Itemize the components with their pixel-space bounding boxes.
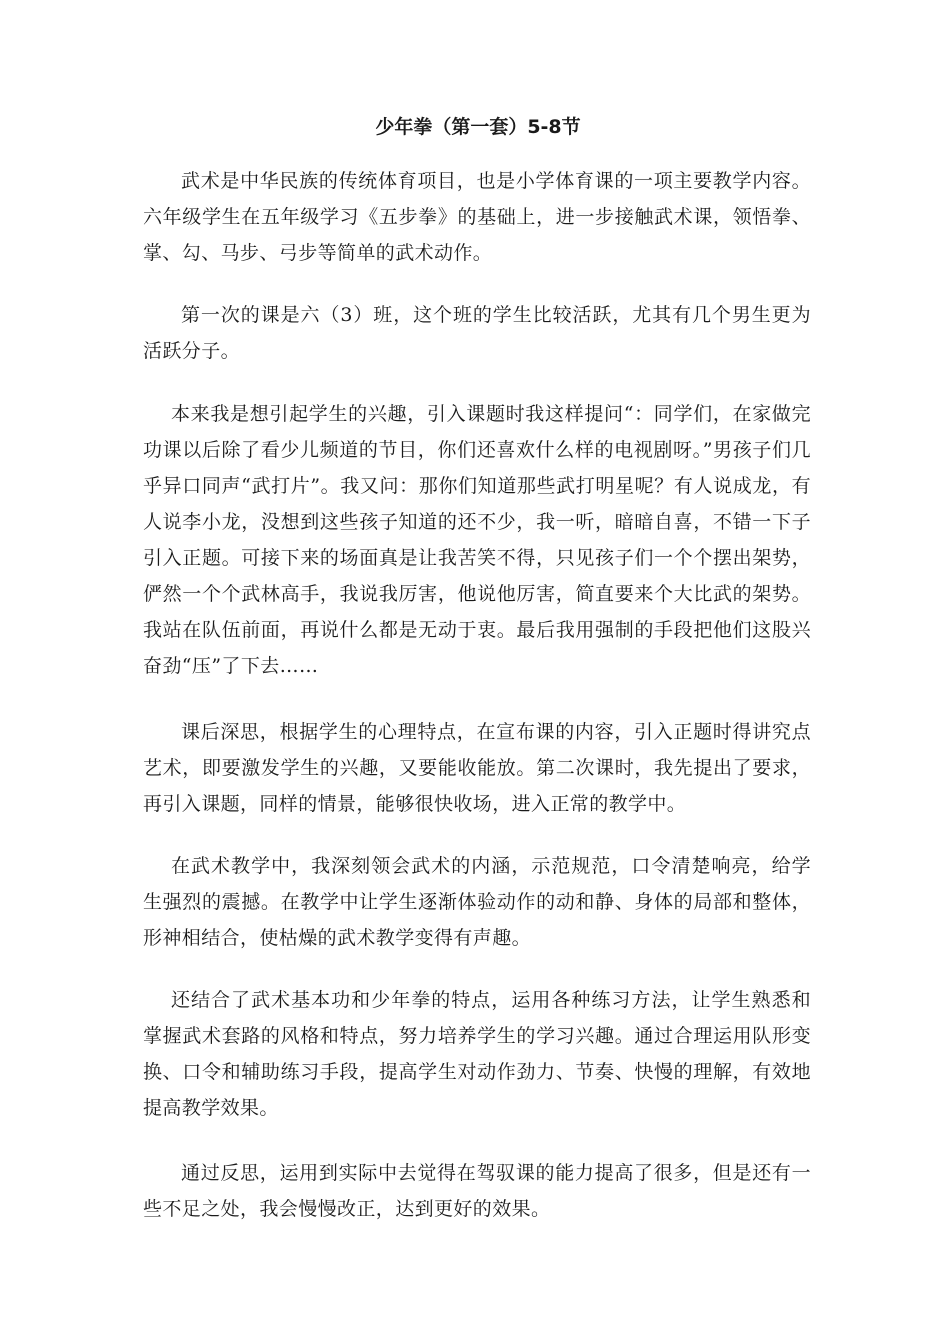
paragraph-conclusion: 通过反思，运用到实际中去觉得在驾驭课的能力提高了很多，但是还有一些不足之处，我会慢慢改正，达到更好的效果。 bbox=[143, 1162, 811, 1220]
paragraph-reflection: 课后深思，根据学生的心理特点，在宣布课的内容，引入正题时得讲究点艺术，即要激发学生的兴趣，又要能收能放。第二次课时，我先提出了要求，再引入课题，同样的情景，能够很快收场，进入正常的教学中。 bbox=[143, 721, 811, 815]
document-title: 少年拳（第一套）5-8节 bbox=[375, 116, 581, 138]
paragraph-lesson-story: 本来我是想引起学生的兴趣，引入课题时我这样提问“：同学们，在家做完功课以后除了看少儿频道的节目，你们还喜欢什么样的电视剧呀。”男孩子们几乎异口同声“武打片”。我又问：那你们知道那些武打明星呢？有人说成龙，有人说李小龙，没想到这些孩子知道的还不少，我一听，暗暗自喜，不错一下子引入正题。可接下来的场面真是让我苦笑不得，只见孩子们一个个摆出架势，俨然一个个武林高手，我说我厉害，他说他厉害，简直要来个大比武的架势。我站在队伍前面，再说什么都是无动于衷。最后我用强制的手段把他们这股兴奋劲“压”了下去…… bbox=[143, 403, 811, 677]
paragraph-first-lesson: 第一次的课是六（3）班，这个班的学生比较活跃，尤其有几个男生更为活跃分子。 bbox=[143, 304, 811, 362]
paragraph-intro: 武术是中华民族的传统体育项目，也是小学体育课的一项主要教学内容。六年级学生在五年级学习《五步拳》的基础上，进一步接触武术课，领悟拳、掌、勾、马步、弓步等简单的武术动作。 bbox=[143, 170, 811, 264]
paragraph-methods: 还结合了武术基本功和少年拳的特点，运用各种练习方法，让学生熟悉和掌握武术套路的风格和特点，努力培养学生的学习兴趣。通过合理运用队形变换、口令和辅助练习手段，提高学生对动作劲力、节奏、快慢的理解，有效地提高教学效果。 bbox=[143, 989, 811, 1119]
paragraph-teaching: 在武术教学中，我深刻领会武术的内涵，示范规范，口令清楚响亮，给学生强烈的震撼。在教学中让学生逐渐体验动作的动和静、身体的局部和整体，形神相结合，使枯燥的武术教学变得有声趣。 bbox=[143, 855, 811, 949]
